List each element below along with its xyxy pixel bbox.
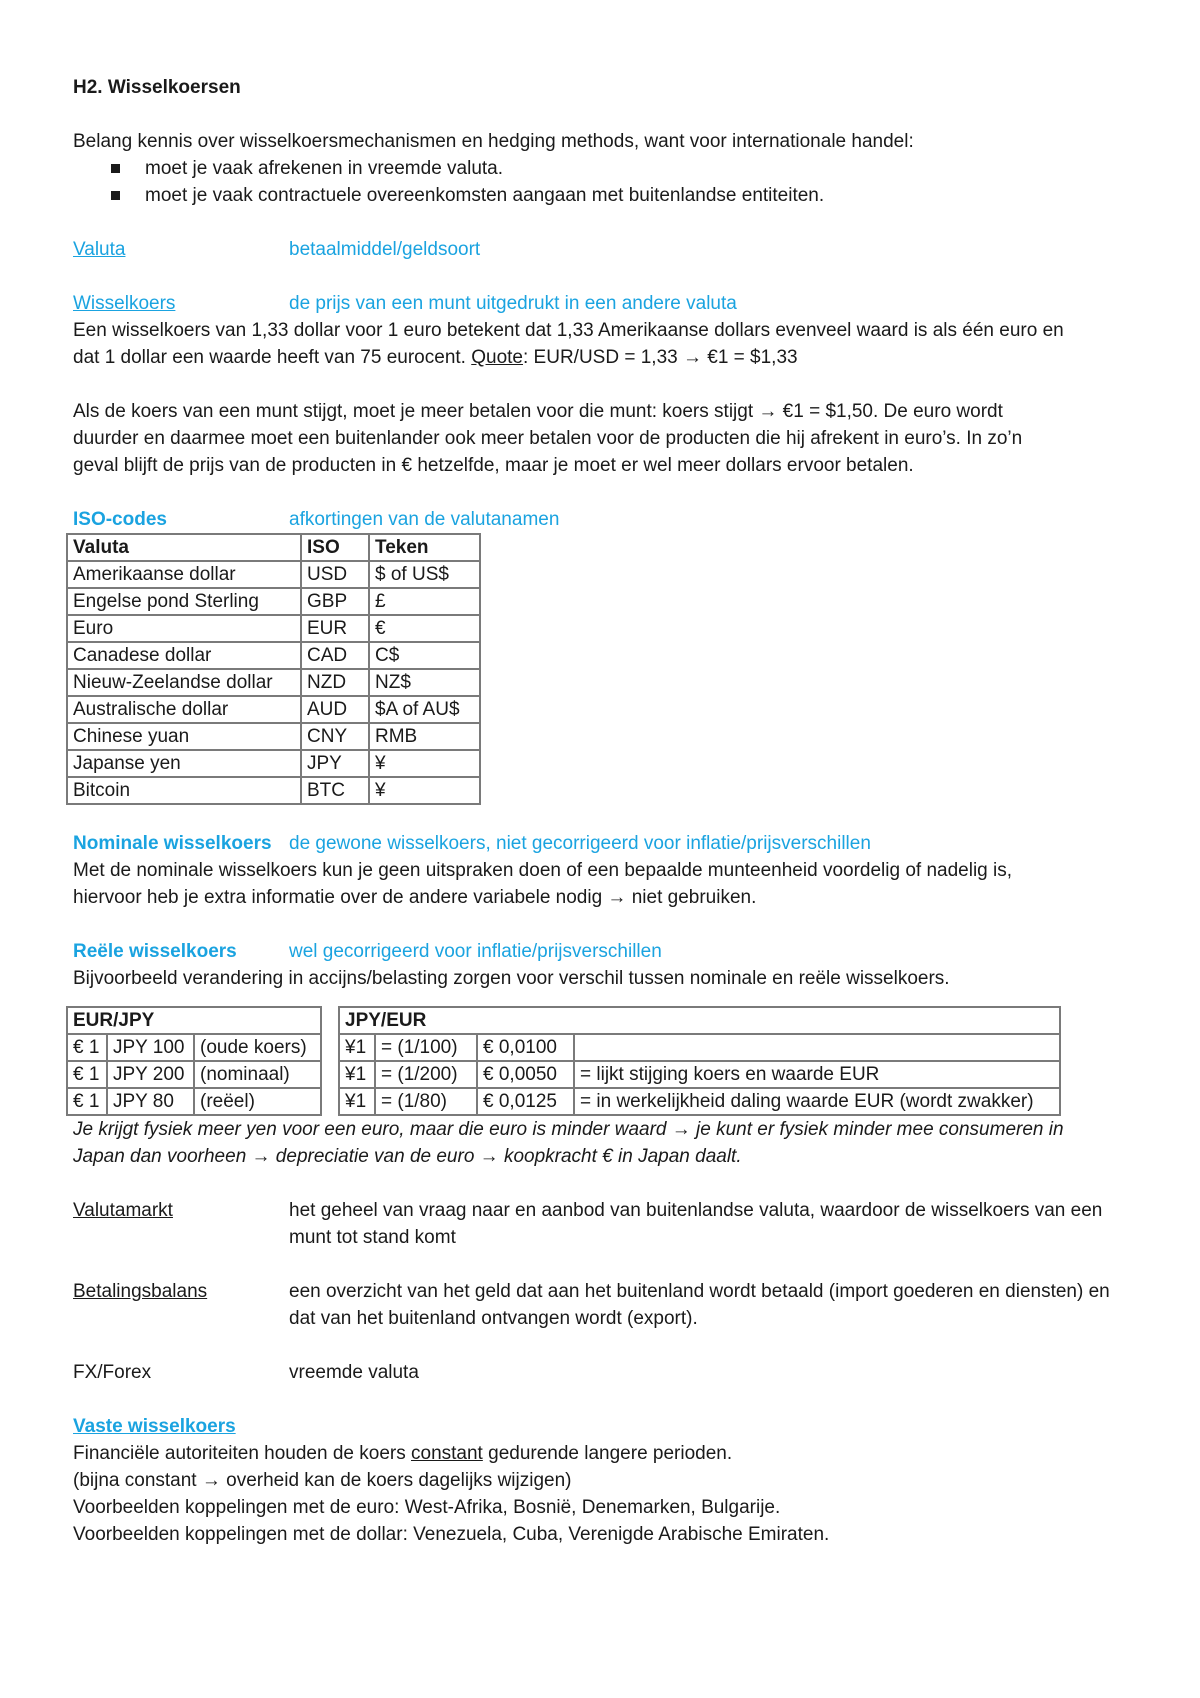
paragraph-line: hiervoor heb je extra informatie over de andere variabele nodig → niet gebruiken. xyxy=(73,887,757,908)
term-vaste-wisselkoers: Vaste wisselkoers xyxy=(73,1416,236,1437)
paragraph-line: Bijvoorbeeld verandering in accijns/belasting zorgen voor verschil tussen nominale en reële wisselkoers. xyxy=(73,968,950,989)
table-cell: Euro xyxy=(67,615,301,642)
table-cell: (reëel) xyxy=(194,1088,321,1115)
table-cell: NZD xyxy=(301,669,369,696)
paragraph-line xyxy=(73,1440,1133,1467)
table-cell: Canadese dollar xyxy=(67,642,301,669)
table-cell: = (1/200) xyxy=(375,1061,477,1088)
def-forex: vreemde valuta xyxy=(289,1362,419,1383)
table-cell: AUD xyxy=(301,696,369,723)
table-row xyxy=(67,642,480,669)
table-cell: CNY xyxy=(301,723,369,750)
table-cell: € 0,0100 xyxy=(477,1034,574,1061)
quote-label: Quote xyxy=(471,347,523,368)
table-cell: $ of US$ xyxy=(369,561,480,588)
def-valutamarkt: het geheel van vraag naar en aanbod van buitenlandse valuta, waardoor de wisselkoers van een munt tot stand komt xyxy=(289,1200,1103,1248)
square-bullet-icon xyxy=(111,164,120,173)
table-cell: JPY 200 xyxy=(107,1061,194,1088)
table-row xyxy=(67,615,480,642)
table-cell: = (1/80) xyxy=(375,1088,477,1115)
table-cell: GBP xyxy=(301,588,369,615)
table-cell: CAD xyxy=(301,642,369,669)
square-bullet-icon xyxy=(111,191,120,200)
table-row xyxy=(67,750,480,777)
table-cell: € 1 xyxy=(67,1034,107,1061)
table-cell: (oude koers) xyxy=(194,1034,321,1061)
table-cell: JPY 80 xyxy=(107,1088,194,1115)
paragraph-line: Een wisselkoers van 1,33 dollar voor 1 euro betekent dat 1,33 Amerikaanse dollars evenveel waard is als één euro en xyxy=(73,320,1064,341)
italic-note-line: Je krijgt fysiek meer yen voor een euro, maar die euro is minder waard → je kunt er fysiek minder mee consumeren in xyxy=(73,1119,1064,1140)
table-cell: Japanse yen xyxy=(67,750,301,777)
eur-jpy-table xyxy=(66,1006,322,1116)
paragraph-line: Met de nominale wisselkoers kun je geen uitspraken doen of een bepaalde munteenheid voordelig of nadelig is, xyxy=(73,860,1013,881)
table-cell: C$ xyxy=(369,642,480,669)
term-betalingsbalans: Betalingsbalans xyxy=(73,1281,208,1302)
table-cell: ¥1 xyxy=(339,1034,375,1061)
table-cell: JPY 100 xyxy=(107,1034,194,1061)
table-cell: £ xyxy=(369,588,480,615)
list-item xyxy=(73,155,1133,182)
table-cell: RMB xyxy=(369,723,480,750)
table-row xyxy=(339,1034,1060,1061)
term-valutamarkt: Valutamarkt xyxy=(73,1200,173,1221)
table-row xyxy=(67,723,480,750)
term-nominale-wisselkoers: Nominale wisselkoers xyxy=(73,833,272,854)
definition-forex xyxy=(73,1359,1133,1386)
table-cell: ¥1 xyxy=(339,1061,375,1088)
term-reele-wisselkoers: Reële wisselkoers xyxy=(73,941,237,962)
paragraph-line: geval blijft de prijs van de producten in € hetzelfde, maar je moet er wel meer dollars ervoor betalen. xyxy=(73,455,914,476)
definition-nominale-wisselkoers xyxy=(73,830,1133,857)
italic-note-line: Japan dan voorheen → depreciatie van de euro → koopkracht € in Japan daalt. xyxy=(73,1146,742,1167)
table-cell: EUR xyxy=(301,615,369,642)
table-row xyxy=(339,1088,1060,1115)
table-cell: € 0,0050 xyxy=(477,1061,574,1088)
table-row xyxy=(67,561,480,588)
table-cell: € xyxy=(369,615,480,642)
table-cell: € 1 xyxy=(67,1061,107,1088)
table-row xyxy=(339,1061,1060,1088)
table-header: EUR/JPY xyxy=(67,1007,321,1034)
column-header: Teken xyxy=(369,534,480,561)
bullet-text: moet je vaak afrekenen in vreemde valuta. xyxy=(145,158,504,179)
table-cell: (nominaal) xyxy=(194,1061,321,1088)
table-cell: Engelse pond Sterling xyxy=(67,588,301,615)
term-valuta: Valuta xyxy=(73,239,126,260)
table-cell: € 0,0125 xyxy=(477,1088,574,1115)
table-cell: ¥1 xyxy=(339,1088,375,1115)
term-wisselkoers: Wisselkoers xyxy=(73,293,176,314)
table-header-row xyxy=(67,1007,321,1034)
table-cell: $A of AU$ xyxy=(369,696,480,723)
definition-betalingsbalans xyxy=(73,1278,1133,1332)
table-cell: ¥ xyxy=(369,750,480,777)
text-span: gedurende langere perioden. xyxy=(482,1443,733,1464)
table-row xyxy=(67,777,480,804)
table-cell: JPY xyxy=(301,750,369,777)
exchange-rate-tables xyxy=(66,1006,1133,1116)
paragraph-line xyxy=(73,344,1133,371)
table-cell: = (1/100) xyxy=(375,1034,477,1061)
table-cell xyxy=(574,1034,1060,1061)
term-iso-codes: ISO-codes xyxy=(73,509,167,530)
column-header: ISO xyxy=(301,534,369,561)
table-header: JPY/EUR xyxy=(339,1007,1060,1034)
def-valuta: betaalmiddel/geldsoort xyxy=(289,239,481,260)
def-betalingsbalans: een overzicht van het geld dat aan het buitenland wordt betaald (import goederen en diensten) en dat van het buitenland ontvangen wordt (export). xyxy=(289,1281,1110,1329)
table-row xyxy=(67,1034,321,1061)
iso-codes-table xyxy=(66,533,481,805)
table-cell: ¥ xyxy=(369,777,480,804)
table-row xyxy=(67,669,480,696)
table-header-row xyxy=(339,1007,1060,1034)
table-cell: Australische dollar xyxy=(67,696,301,723)
table-cell: NZ$ xyxy=(369,669,480,696)
table-cell: BTC xyxy=(301,777,369,804)
definition-valuta xyxy=(73,236,1133,263)
paragraph-line: Als de koers van een munt stijgt, moet je meer betalen voor die munt: koers stijgt → €1 = $1,50. De euro wordt xyxy=(73,401,1003,422)
table-cell: Chinese yuan xyxy=(67,723,301,750)
term-forex: FX/Forex xyxy=(73,1362,152,1383)
jpy-eur-table xyxy=(338,1006,1061,1116)
table-cell: € 1 xyxy=(67,1088,107,1115)
text-span: : EUR/USD = 1,33 → €1 = $1,33 xyxy=(523,347,798,368)
page-title: H2. Wisselkoersen xyxy=(73,77,241,98)
document-page xyxy=(73,74,1133,1548)
table-cell: USD xyxy=(301,561,369,588)
bullet-text: moet je vaak contractuele overeenkomsten aangaan met buitenlandse entiteiten. xyxy=(145,185,825,206)
table-row xyxy=(67,696,480,723)
text-span: dat 1 dollar een waarde heeft van 75 eurocent. xyxy=(73,347,472,368)
paragraph-line: (bijna constant → overheid kan de koers dagelijks wijzigen) xyxy=(73,1470,572,1491)
intro-text: Belang kennis over wisselkoersmechanismen en hedging methods, want voor internationale handel: xyxy=(73,131,914,152)
table-row xyxy=(67,1061,321,1088)
table-cell: Nieuw-Zeelandse dollar xyxy=(67,669,301,696)
table-cell: = lijkt stijging koers en waarde EUR xyxy=(574,1061,1060,1088)
table-cell: Bitcoin xyxy=(67,777,301,804)
def-iso-codes: afkortingen van de valutanamen xyxy=(289,509,560,530)
list-item xyxy=(73,182,1133,209)
table-row xyxy=(67,588,480,615)
paragraph-line: Voorbeelden koppelingen met de euro: West-Afrika, Bosnië, Denemarken, Bulgarije. xyxy=(73,1497,781,1518)
def-reele-wisselkoers: wel gecorrigeerd voor inflatie/prijsverschillen xyxy=(289,941,662,962)
definition-valutamarkt xyxy=(73,1197,1133,1251)
def-nominale-wisselkoers: de gewone wisselkoers, niet gecorrigeerd voor inflatie/prijsverschillen xyxy=(289,833,871,854)
table-row xyxy=(67,1088,321,1115)
definition-reele-wisselkoers xyxy=(73,938,1133,965)
column-header: Valuta xyxy=(67,534,301,561)
text-span: Financiële autoriteiten houden de koers xyxy=(73,1443,412,1464)
def-wisselkoers: de prijs van een munt uitgedrukt in een andere valuta xyxy=(289,293,737,314)
paragraph-line: Voorbeelden koppelingen met de dollar: Venezuela, Cuba, Verenigde Arabische Emiraten. xyxy=(73,1524,830,1545)
table-header-row xyxy=(67,534,480,561)
table-cell: = in werkelijkheid daling waarde EUR (wordt zwakker) xyxy=(574,1088,1060,1115)
paragraph-line: duurder en daarmee moet een buitenlander ook meer betalen voor de producten die hij afrekent in euro’s. In zo’n xyxy=(73,428,1023,449)
definition-wisselkoers xyxy=(73,290,1133,317)
table-cell: Amerikaanse dollar xyxy=(67,561,301,588)
constant-word: constant xyxy=(411,1443,483,1464)
definition-iso-codes xyxy=(73,506,1133,533)
